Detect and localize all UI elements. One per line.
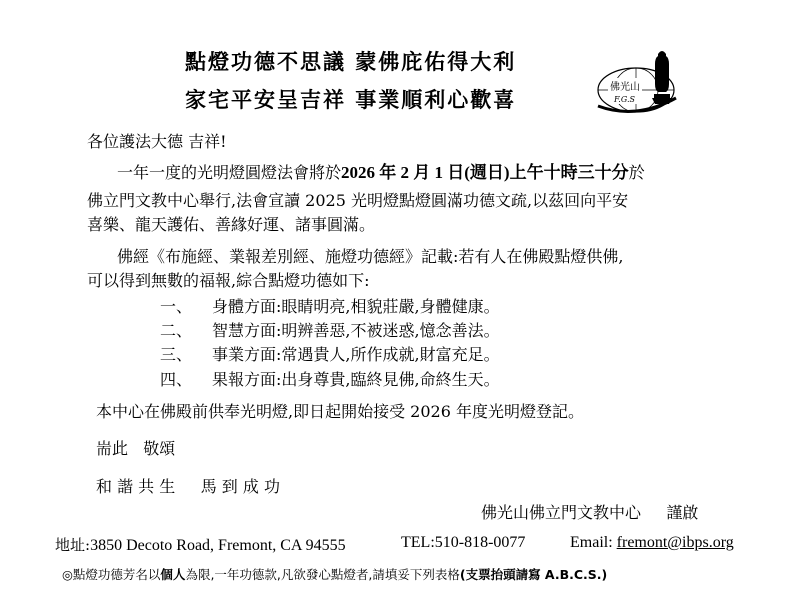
headline-line-1: 點燈功德不思議 蒙佛庇佑得大利 — [185, 50, 517, 74]
logo-text-en: F.G.S — [614, 95, 635, 104]
headline-line-2: 家宅平安呈吉祥 事業順利心歡喜 — [185, 88, 517, 112]
merit-text: 果報方面:出身尊貴,臨終見佛,命終生天。 — [212, 370, 500, 389]
paragraph-1-intro: 一年一度的光明燈圓燈法會將於 — [117, 163, 342, 182]
paragraph-2-line-2: 可以得到無數的福報,綜合點燈功德如下: — [87, 271, 370, 290]
signature: 佛光山佛立門文教中心 謹啟 — [481, 503, 699, 522]
paragraph-1-at: 於 — [628, 163, 645, 182]
paragraph-1-line-1 — [117, 162, 645, 184]
footer-text-1: ◎點燈功德芳名以 — [62, 567, 161, 582]
ceremony-date: 2026 年 2 月 1 日(週日)上午十時三十分 — [341, 163, 629, 182]
greeting: 各位護法大德 吉祥! — [87, 132, 227, 151]
footer-note — [62, 565, 607, 583]
telephone: TEL:510-818-0077 — [401, 534, 526, 551]
footer-text-2: 為限,一年功德款,凡欲發心點燈者,請填妥下列表格 — [185, 567, 460, 582]
address-value: 3850 Decoto Road, Fremont, CA 94555 — [90, 537, 346, 554]
merit-item — [160, 296, 500, 318]
merit-text: 事業方面:常遇貴人,所作成就,財富充足。 — [212, 345, 500, 364]
merit-number: 二、 — [160, 321, 193, 340]
footer-emphasis-cheque: (支票抬頭請寫 A.B.C.S.) — [459, 567, 608, 582]
paragraph-2-line-1: 佛經《布施經、業報差別經、施燈功德經》記載:若有人在佛殿點燈供佛, — [117, 247, 624, 266]
address-label: 地址: — [55, 536, 91, 554]
address — [55, 534, 346, 555]
merit-number: 四、 — [160, 370, 193, 389]
email-label: Email: — [570, 534, 613, 551]
merit-text: 身體方面:眼睛明亮,相貌莊嚴,身體健康。 — [212, 297, 500, 316]
merit-number: 三、 — [160, 345, 193, 364]
fgs-logo — [596, 40, 688, 122]
closing-salutation: 耑此 敬頌 — [96, 439, 176, 458]
merit-item — [160, 344, 500, 366]
email — [570, 534, 734, 552]
paragraph-1-line-3: 喜樂、龍天護佑、善緣好運、諸事圓滿。 — [87, 215, 376, 234]
footer-emphasis-individual: 個人 — [160, 567, 186, 582]
merit-item — [160, 320, 500, 342]
email-link[interactable]: fremont@ibps.org — [616, 534, 734, 551]
merit-item — [160, 369, 500, 391]
logo-text-cn: 佛光山 — [610, 82, 640, 93]
merit-number: 一、 — [160, 297, 193, 316]
paragraph-1-line-2: 佛立門文教中心舉行,法會宣讀 2025 光明燈點燈圓滿功德文疏,以茲回向平安 — [87, 191, 629, 210]
closing-wishes: 和 諧 共 生 馬 到 成 功 — [96, 477, 280, 496]
notice: 本中心在佛殿前供奉光明燈,即日起開始接受 2026 年度光明燈登記。 — [96, 402, 584, 421]
merit-text: 智慧方面:明辨善惡,不被迷惑,憶念善法。 — [212, 321, 500, 340]
